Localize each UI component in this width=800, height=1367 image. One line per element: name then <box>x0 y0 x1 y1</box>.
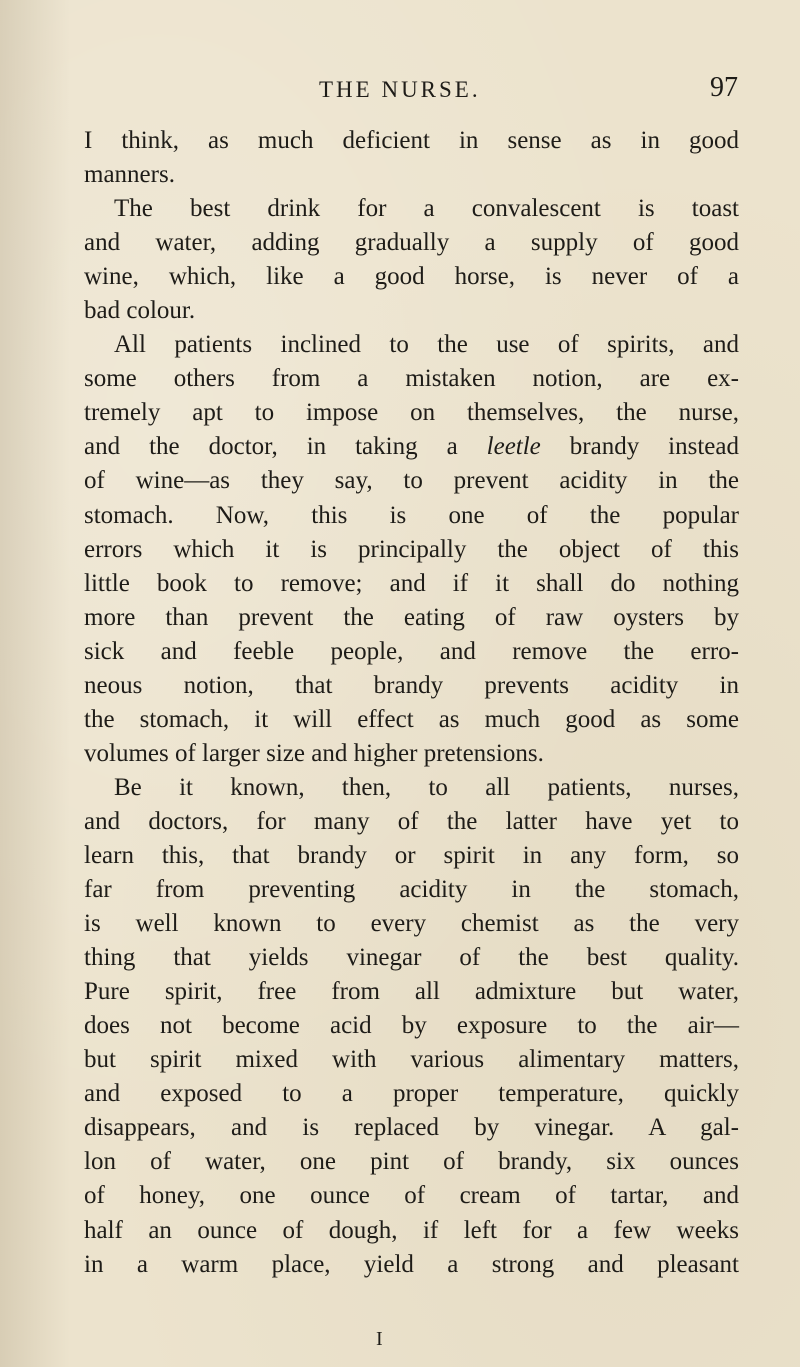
text-line: more than prevent the eating of raw oysters by <box>84 603 739 631</box>
text-line: learn this, that brandy or spirit in any form, so <box>84 841 739 869</box>
text-line: tremely apt to impose on themselves, the nurse, <box>84 399 739 427</box>
text-line: wine, which, like a good horse, is never of a <box>84 263 739 291</box>
signature-mark: I <box>376 1328 383 1350</box>
emphasized-word: leetle <box>486 433 541 461</box>
text-line: does not become acid by exposure to the air— <box>84 1012 739 1040</box>
running-head <box>0 70 800 110</box>
text-line: and the doctor, in taking a leetle brandy instead <box>84 433 739 461</box>
text-line: neous notion, that brandy prevents acidity in <box>84 671 739 699</box>
text-line: and water, adding gradually a supply of good <box>84 229 739 257</box>
text-line: manners. <box>84 161 175 189</box>
text-line: of honey, one ounce of cream of tartar, and <box>84 1182 739 1210</box>
text-line: sick and feeble people, and remove the erro- <box>84 637 739 665</box>
text-line: Be it known, then, to all patients, nurses, <box>114 773 739 801</box>
text-line: and doctors, for many of the latter have yet to <box>84 807 739 835</box>
text-line: far from preventing acidity in the stomach, <box>84 876 739 904</box>
gutter-shadow <box>0 0 70 1367</box>
text-line: and exposed to a proper temperature, quickly <box>84 1080 739 1108</box>
text-line: little book to remove; and if it shall do nothing <box>84 569 739 597</box>
page-number: 97 <box>710 72 738 103</box>
text-line: Pure spirit, free from all admixture but water, <box>84 978 739 1006</box>
running-head-title: THE NURSE. <box>319 77 481 102</box>
text-line: the stomach, it will effect as much good as some <box>84 705 739 733</box>
text-line: disappears, and is replaced by vinegar. A gal- <box>84 1114 739 1142</box>
text-line: stomach. Now, this is one of the popular <box>84 501 739 529</box>
text-line: I think, as much deficient in sense as in good <box>84 127 739 154</box>
text-line: The best drink for a convalescent is toast <box>114 195 739 223</box>
body-text <box>84 124 739 1282</box>
text-line: lon of water, one pint of brandy, six ounces <box>84 1148 739 1176</box>
text-line: some others from a mistaken notion, are ex- <box>84 365 739 393</box>
text-line: half an ounce of dough, if left for a few weeks <box>84 1216 739 1244</box>
text-line: All patients inclined to the use of spirits, and <box>114 331 739 359</box>
text-line: volumes of larger size and higher pretensions. <box>84 739 544 767</box>
text-line: is well known to every chemist as the very <box>84 910 739 938</box>
text-line: thing that yields vinegar of the best quality. <box>84 944 739 972</box>
text-line: in a warm place, yield a strong and pleasant <box>84 1250 739 1278</box>
text-line: bad colour. <box>84 297 196 325</box>
text-line: but spirit mixed with various alimentary matters, <box>84 1046 739 1074</box>
text-line: errors which it is principally the object of this <box>84 535 739 563</box>
text-line: of wine—as they say, to prevent acidity in the <box>84 467 739 495</box>
